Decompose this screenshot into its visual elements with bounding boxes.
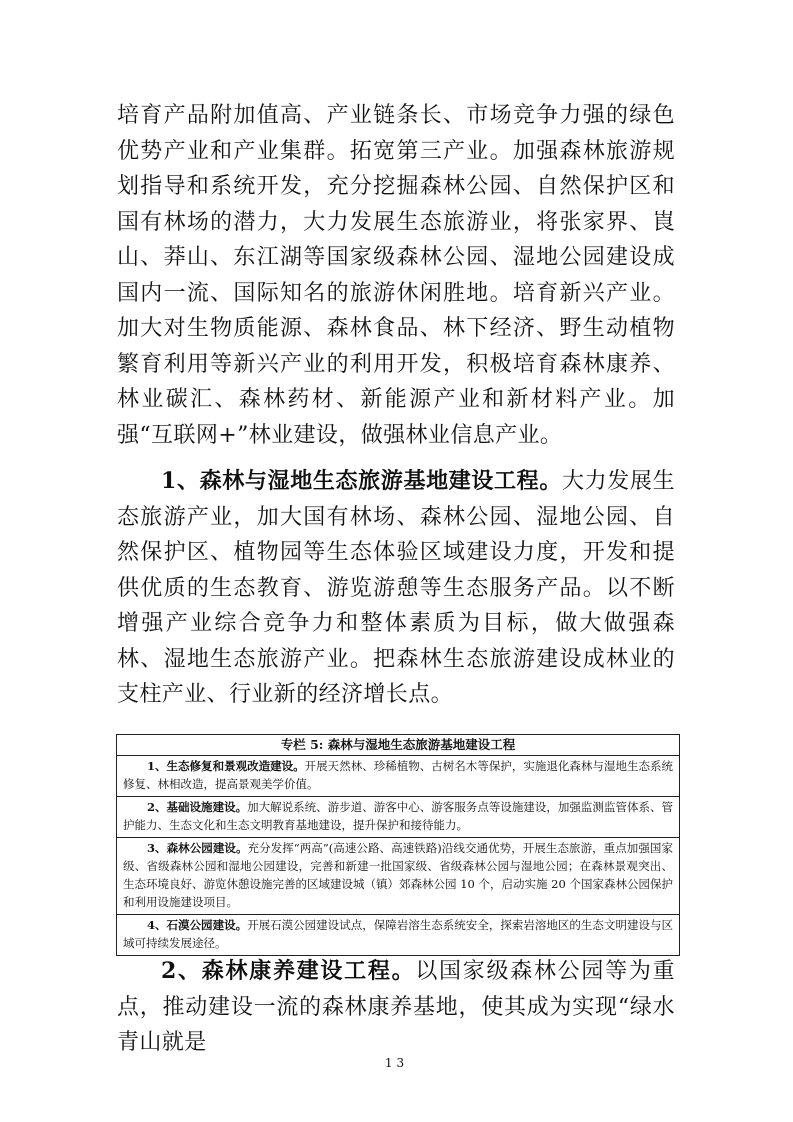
special-column-item-heading: 1、生态修复和景观改造建设。 [147,759,305,773]
special-column-item-text: 开展石漠公园建设试点，保障岩溶生态系统安全，探索岩溶地区的生态文明建设与区域可持续发展途径。 [123,918,673,950]
special-column-item-heading: 4、石漠公园建设。 [147,918,248,932]
paragraph-eco-tourism-text: 大力发展生态旅游产业，加大国有林场、森林公园、湿地公园、自然保护区、植物园等生态体验区域建设力度，开发和提供优质的生态教育、游览游憩等生态服务产品。以不断增强产业综合竞争力和整体素质为目标，做大做强森林、湿地生态旅游产业。把森林生态旅游建设成林业的支柱产业、行业新的经济增长点。 [117,469,675,707]
special-column-item [117,838,679,915]
paragraph-forest-wellness [117,954,675,1061]
paragraph-industry-text: 培育产品附加值高、产业链条长、市场竞争力强的绿色优势产业和产业集群。拓宽第三产业。加强森林旅游规划指导和系统开发，充分挖掘森林公园、自然保护区和国有林场的潜力，大力发展生态旅游业，将张家界、崀山、莽山、东江湖等国家级森林公园、湿地公园建设成国内一流、国际知名的旅游休闲胜地。培育新兴产业。加大对生物质能源、森林食品、林下经济、野生动植物繁育利用等新兴产业的利用开发，积极培育森林康养、林业碳汇、森林药材、新能源产业和新材料产业。加强“互联网+”林业建设，做强林业信息产业。 [117,103,675,448]
page-number: 13 [384,1056,409,1070]
paragraph-forest-wellness-heading: 2、森林康养建设工程。 [161,958,416,984]
special-column-item-text: 开展天然林、珍稀植物、古树名木等保护，实施退化森林与湿地生态系统修复、林相改造，提高景观美学价值。 [123,759,673,791]
special-column-box [116,734,680,956]
paragraph-industry [117,98,675,453]
special-column-item-text: 充分发挥“两高”(高速公路、高速铁路)沿线交通优势，开展生态旅游，重点加强国家级、省级森林公园和湿地公园建设，完善和新建一批国家级、省级森林公园与湿地公园；在森林景观突出、生态环境良好、游览休憩设施完善的区域建设城（镇）郊森林公园 10 个，启动实施 20 个国家森林公园保护和利用设施建设项目。 [123,841,673,909]
paragraph-eco-tourism-heading: 1、森林与湿地生态旅游基地建设工程。 [161,468,562,494]
paragraph-forest-wellness-text: 以国家级森林公园等为重点，推动建设一流的森林康养基地，使其成为实现“绿水青山就是 [117,959,675,1055]
paragraph-eco-tourism [117,464,675,713]
special-column-item [117,756,679,797]
special-column-item-heading: 2、基础设施建设。 [147,800,248,814]
special-column-title: 专栏 5: 森林与湿地生态旅游基地建设工程 [117,735,679,756]
special-column-item-text: 加大解说系统、游步道、游客中心、游客服务点等设施建设，加强监测监管体系、管护能力、生态文化和生态文明教育基地建设，提升保护和接待能力。 [123,800,673,832]
special-column-item [117,797,679,838]
special-column-item-heading: 3、森林公园建设。 [147,841,248,855]
special-column-item [117,915,679,955]
